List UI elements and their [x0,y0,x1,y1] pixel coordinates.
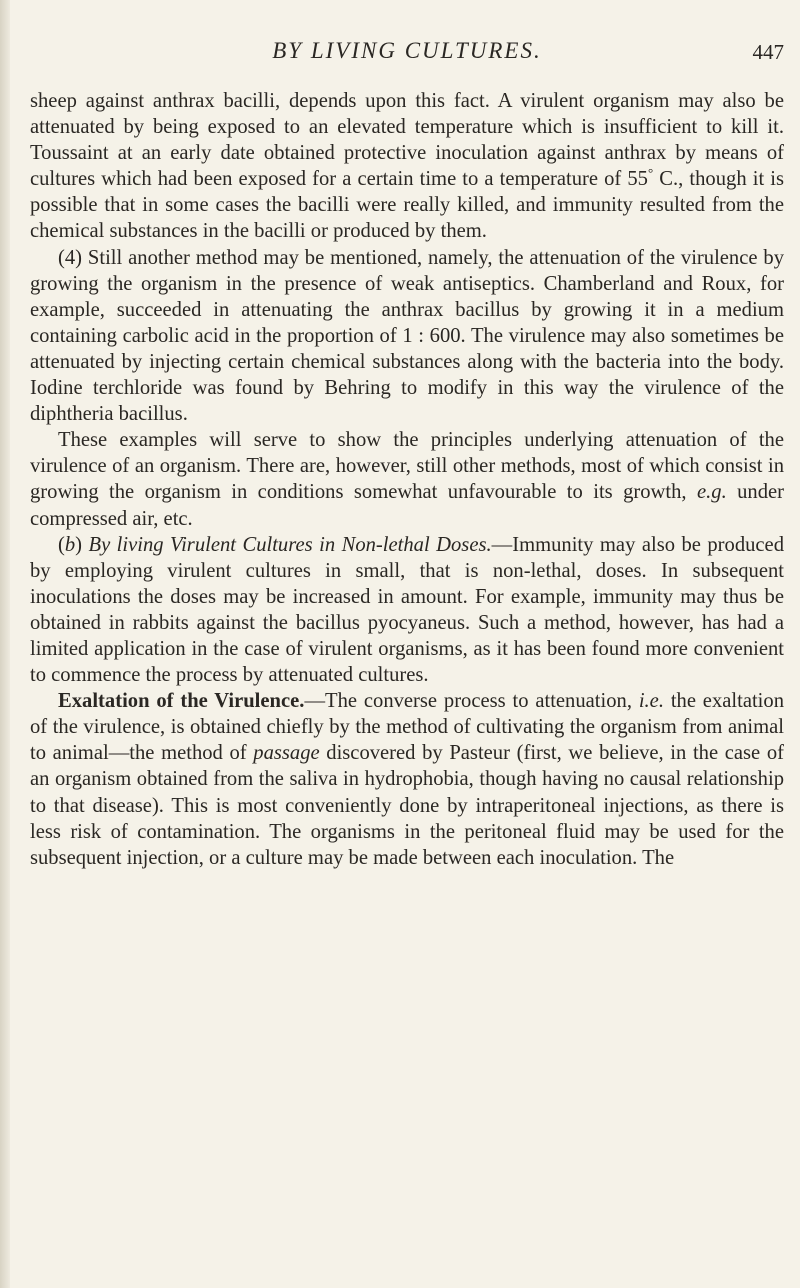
body-text [30,88,784,871]
running-head [30,38,784,78]
page-gutter [0,0,10,1288]
paragraph-5: Exaltation of the Virulence.—The converse process to attenuation, i.e. the exaltation of the virulence, is obtained chiefly by the method of cultivating the organism from animal to animal—the method of passage discovered by Pasteur (first, we believe, in the case of an organism obtained from the saliva in hydrophobia, though having no causal relationship to that disease). This is most conveniently done by intraperitoneal injections, as there is less risk of contamination. The organisms in the peritoneal fluid may be used for the subsequent injection, or a culture may be made between each inoculation. The [30,690,785,869]
book-page [30,38,784,871]
section-heading-b: By living Virulent Cultures in Non-lethal Doses. [88,533,492,556]
running-title: BY LIVING CULTURES. [272,38,542,63]
degree-sign: ° [647,165,654,181]
paragraph-2: (4) Still another method may be mentioned, namely, the attenuation of the virulence by growing the organism in the presence of weak antiseptics. Chamberland and Roux, for example, succeeded in attenuating the anthrax bacillus by growing it in a medium containing carbolic acid in the proportion of 1 : 600. The virulence may also sometimes be attenuated by injecting certain chemical substances along with the bacteria into the body. Iodine terchloride was found by Behring to modify in this way the virulence of the diphtheria bacillus. [30,246,784,426]
page-number: 447 [752,40,784,64]
paragraph-1: sheep against anthrax bacilli, depends upon this fact. A virulent organism may also be attenuated by being exposed to an elevated temperature which is insufficient to kill it. Toussaint at an early date obtained protective inoculation against anthrax by means of cultures which had been exposed for a certain time to a temperature of 55° C., though it is possible that in some cases the bacilli were really killed, and immunity resulted from the chemical substances in the bacilli or produced by them. [30,90,784,243]
section-heading-exaltation: Exaltation of the Virulence. [58,690,305,713]
paragraph-3: These examples will serve to show the principles underlying attenuation of the virulence of an organism. There are, however, still other methods, most of which consist in growing the organism in conditions somewhat unfavourable to its growth, e.g. under compressed air, etc. [30,429,785,530]
paragraph-4: (b) By living Virulent Cultures in Non-lethal Doses.—Immunity may also be produced by employing virulent cultures in small, that is non-lethal, doses. In subsequent inoculations the doses may be increased in amount. For example, immunity may thus be obtained in rabbits against the bacillus pyocyaneus. Such a method, however, has had a limited application in the case of virulent organisms, as it has been found more convenient to commence the process by attenuated cultures. [30,533,784,687]
